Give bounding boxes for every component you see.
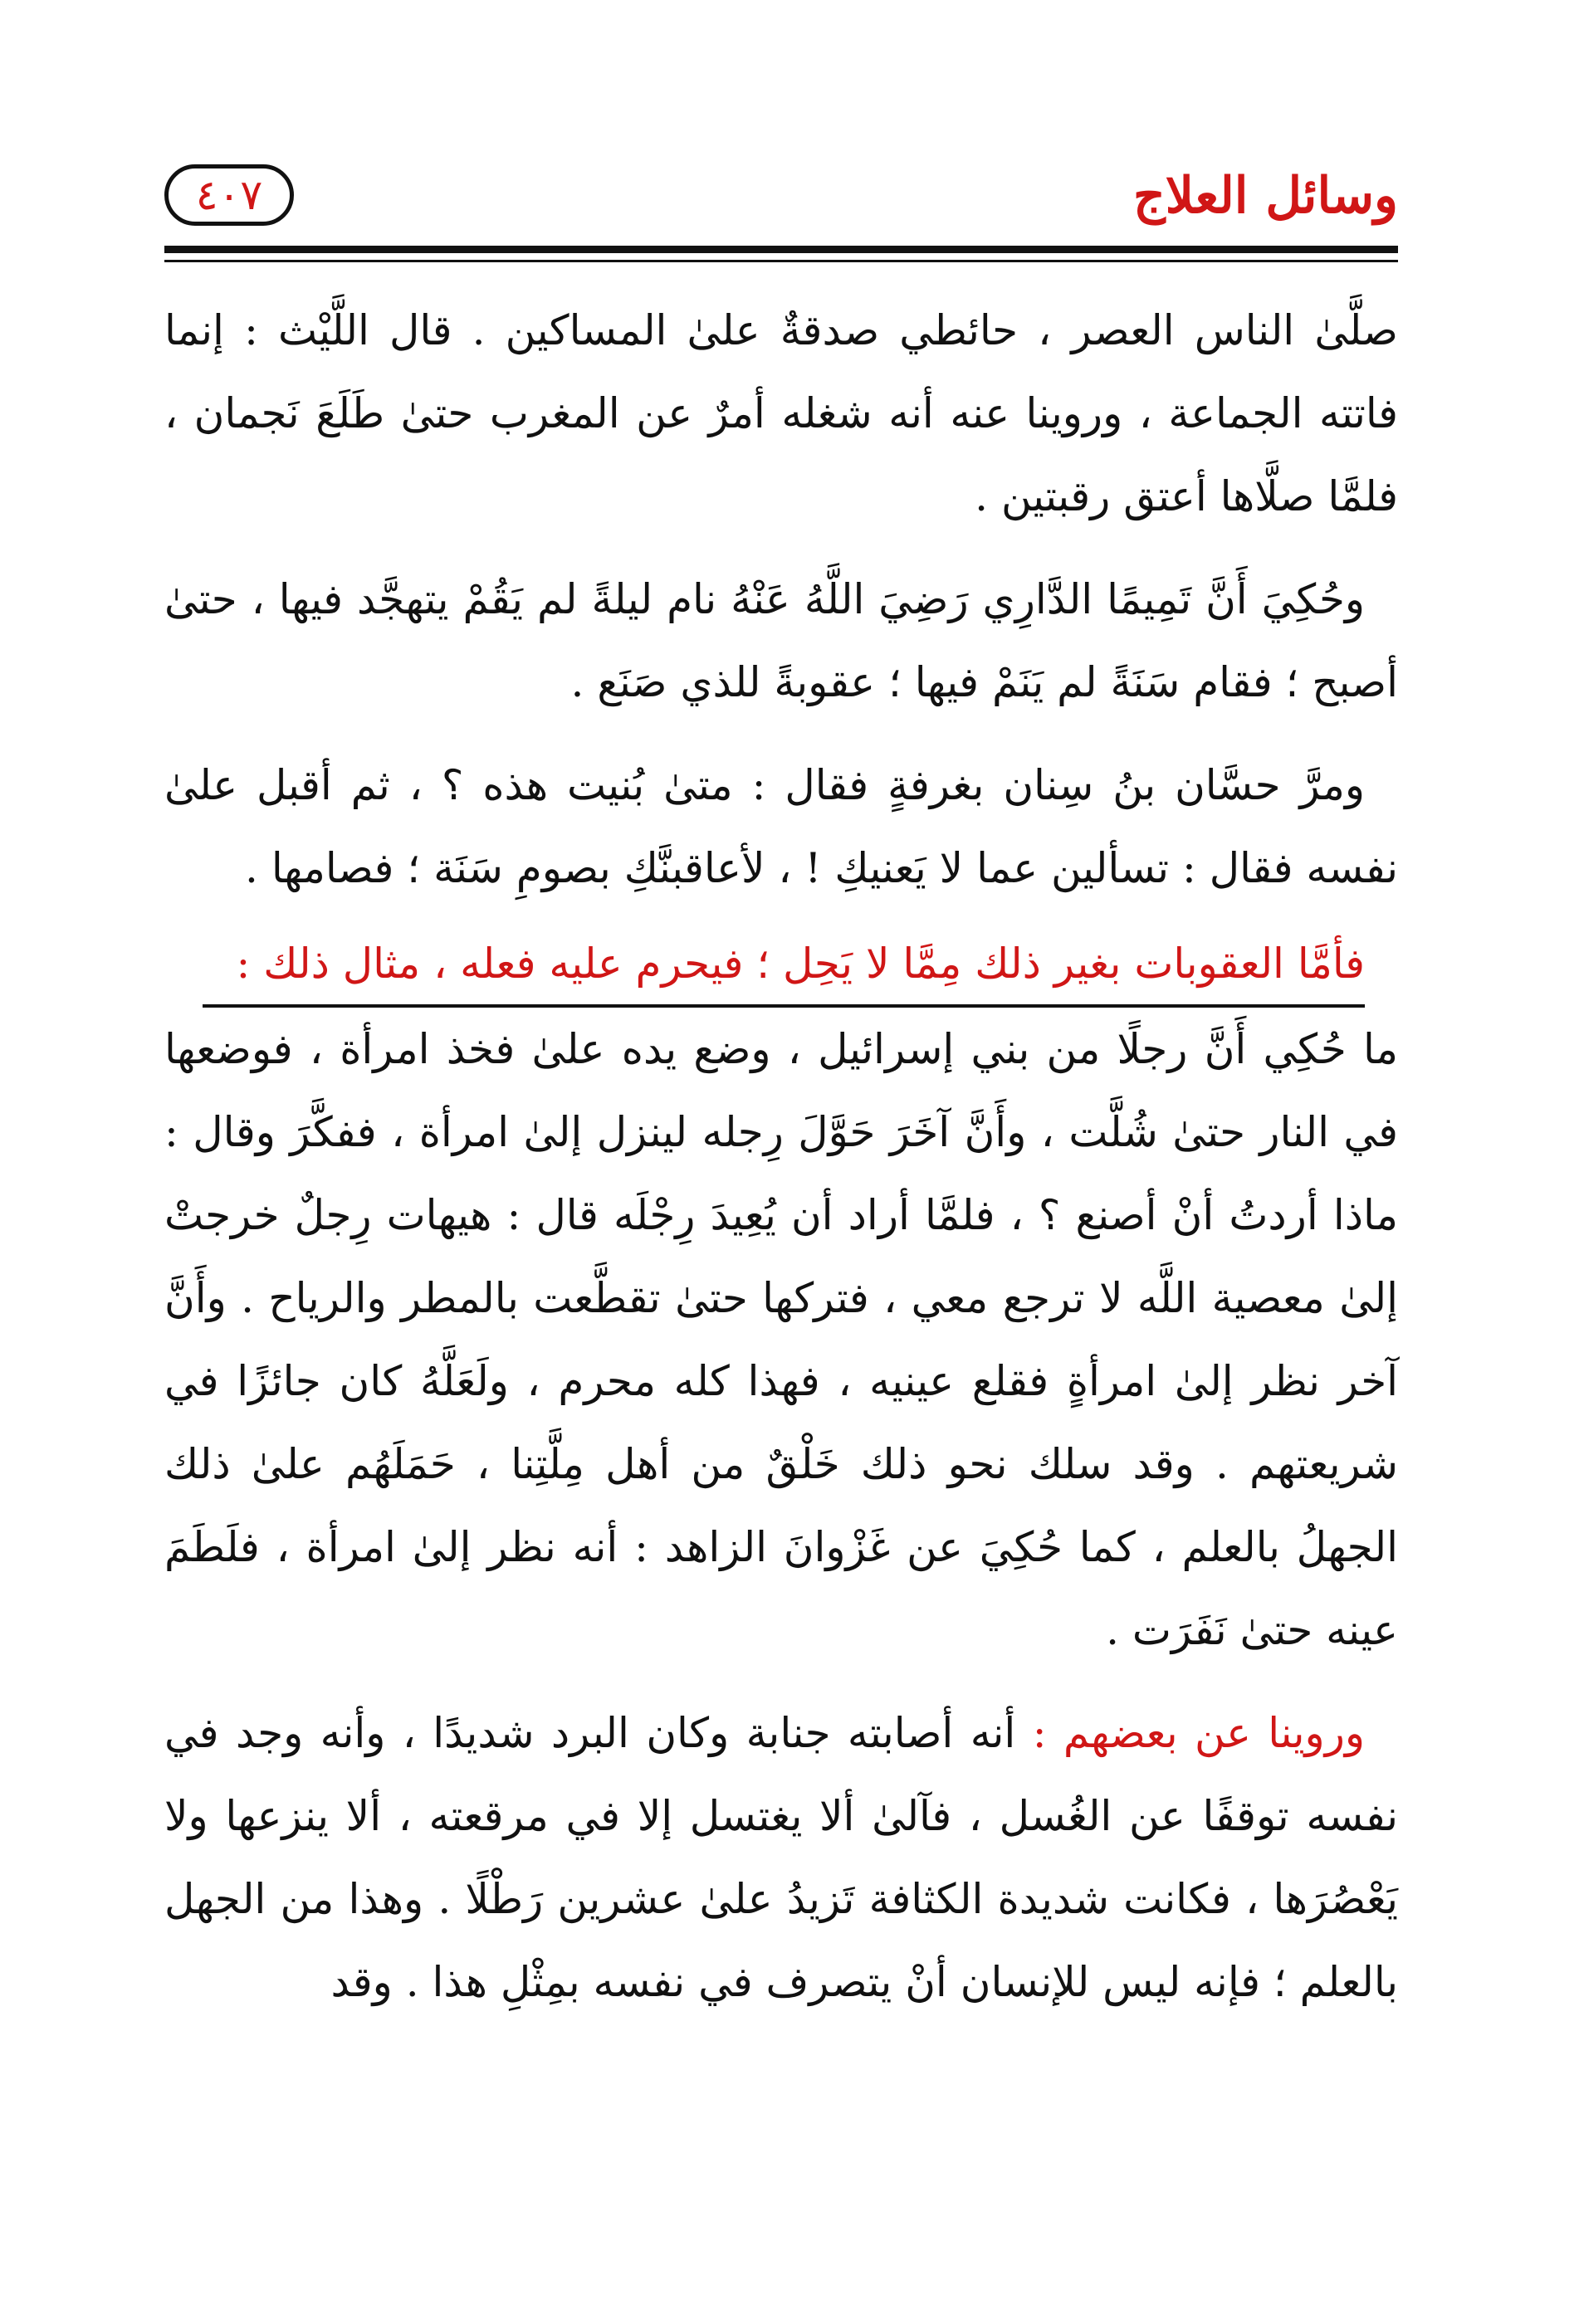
header-rule-thick (164, 246, 1398, 253)
paragraph-1: صلَّىٰ الناس العصر ، حائطي صدقةٌ علىٰ المساكين . قال اللَّيْث : إنما فاتته الجماعة ، وروينا عنه أنه شغله أمرٌ عن المغرب حتىٰ طَلَعَ نَجمان ، فلمَّا صلَّاها أعتق رقبتين . (164, 306, 1399, 520)
section-paragraph: ما حُكِي أَنَّ رجلًا من بني إسرائيل ، وضع يده علىٰ فخذ امرأة ، فوضعها في النار حتىٰ شُلَّت ، وأَنَّ آخَرَ حَوَّلَ رِجله لينزل إلىٰ امرأة ، ففكَّرَ وقال : ماذا أردتُ أنْ أصنع ؟ ، فلمَّا أراد أن يُعِيدَ رِجْلَه قال : هيهات رِجلٌ خرجتْ إلىٰ معصية اللَّه لا ترجع معي ، فتركها حتىٰ تقطَّعت بالمطر والرياح . وأَنَّ آخر نظر إلىٰ امرأةٍ فقلع عينيه ، فهذا كله محرم ، ولَعَلَّهُ كان جائزًا في شريعتهم . وقد سلك نحو ذلك خَلْقٌ من أهل مِلَّتِنا ، حَمَلَهُم علىٰ ذلك الجهلُ بالعلم ، كما حُكِيَ عن غَزْوانَ الزاهد : أنه نظر إلىٰ امرأة ، فلَطَمَ عينه حتىٰ نَفَرَت . (164, 1025, 1398, 1654)
last-paragraph-lead: وروينا عن بعضهم : (1032, 1709, 1365, 1757)
header-rule-thin (164, 260, 1398, 262)
paragraph-2: وحُكِيَ أَنَّ تَمِيمًا الدَّارِي رَضِيَ اللَّهُ عَنْهُ نام ليلةً لم يَقُمْ يتهجَّد فيها ، حتىٰ أصبح ؛ فقام سَنَةً لم يَنَمْ فيها ؛ عقوبةً للذي صَنَع . (164, 575, 1398, 706)
page-number-badge: ٤٠٧ (164, 164, 294, 226)
paragraph-3: ومرَّ حسَّان بنُ سِنان بغرفةٍ فقال : متىٰ بُنيت هذه ؟ ، ثم أقبل علىٰ نفسه فقال : تسألين عما لا يَعنيكِ ! ، لأعاقبنَّكِ بصومِ سَنَة ؛ فصامها . (164, 761, 1398, 892)
page-body (164, 289, 1398, 2024)
section-heading: فأمَّا العقوبات بغير ذلك مِمَّا لا يَحِل ؛ فيحرم عليه فعله ، مثال ذلك : (203, 926, 1365, 1008)
last-paragraph (164, 1692, 1398, 2024)
chapter-title: وسائل العلاج (1133, 167, 1398, 225)
last-paragraph-text: أنه أصابته جنابة وكان البرد شديدًا ، وأنه وجد في نفسه توقفًا عن الغُسل ، فآلىٰ ألا يغتسل إلا في مرقعته ، ألا ينزعها ولا يَعْصُرَها ، فكانت شديدة الكثافة تَزيدُ علىٰ عشرين رَطْلًا . وهذا من الجهل بالعلم ؛ فإنه ليس للإنسان أنْ يتصرف في نفسه بمِثْلِ هذا . وقد (164, 1709, 1398, 2006)
